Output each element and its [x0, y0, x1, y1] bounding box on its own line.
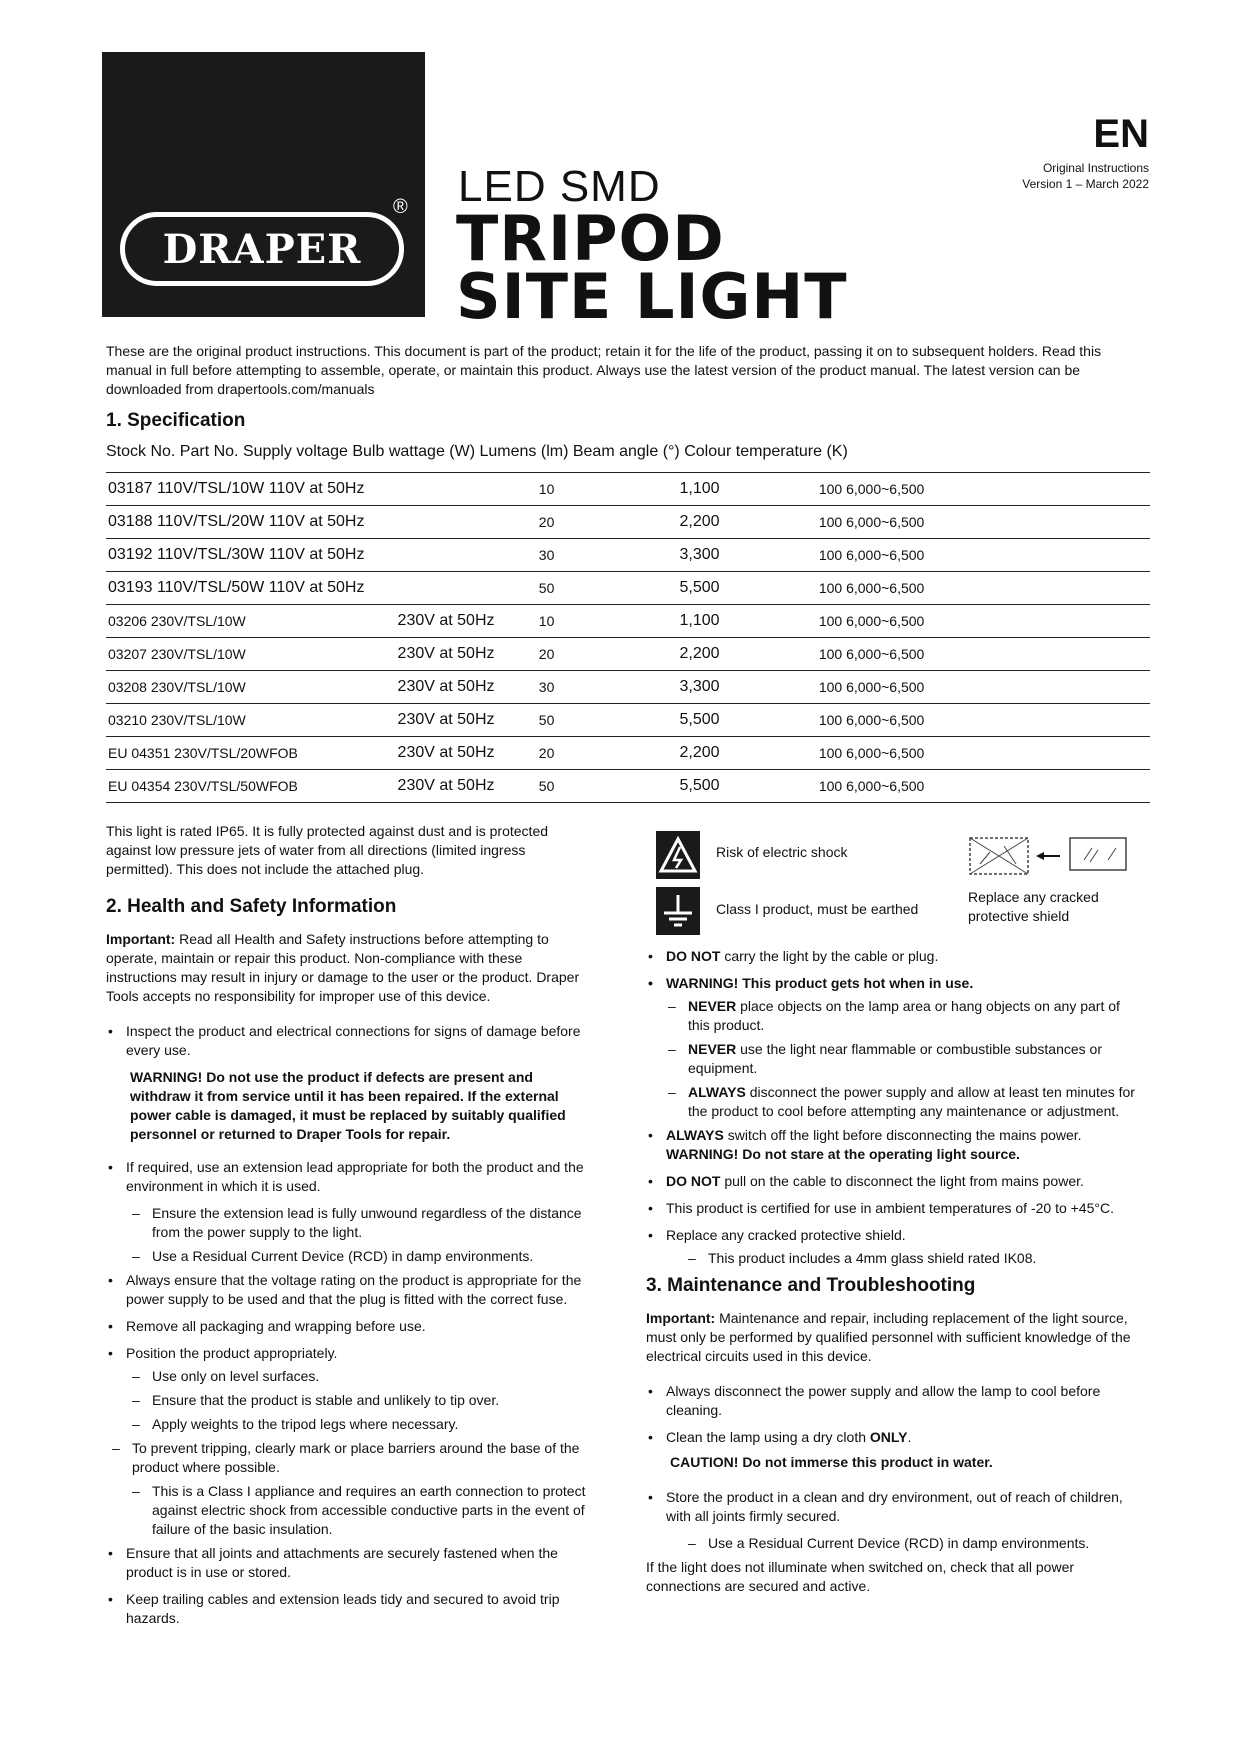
spec-header-row: Stock No. Part No. Supply voltage Bulb wattage (W) Lumens (lm) Beam angle (°) Colour temperature (K) — [106, 443, 848, 460]
spec-cell-volt: 230V at 50Hz — [396, 737, 537, 770]
spec-row — [106, 638, 1150, 671]
spec-cell-beam-colour: 100 6,000~6,500 — [817, 605, 1150, 638]
spec-cell-part: 03187 110V/TSL/10W 110V at 50Hz — [106, 473, 396, 506]
spec-cell-lumens: 5,500 — [677, 572, 816, 605]
cracked-shield-icon — [968, 834, 1130, 883]
spec-row — [106, 704, 1150, 737]
product-title — [456, 202, 848, 333]
sub-item: – Use a Residual Current Device (RCD) in damp environments. — [130, 1247, 586, 1266]
language-code: EN — [1093, 112, 1149, 156]
sub-item: – To prevent tripping, clearly mark or place barriers around the base of the product where possible. — [110, 1439, 586, 1477]
list-item — [106, 1022, 586, 1144]
spec-cell-part: 03207 230V/TSL/10W — [106, 638, 396, 671]
spec-cell-lumens: 2,200 — [677, 638, 816, 671]
sub-item — [666, 997, 1136, 1035]
logo-text: DRAPER — [162, 225, 362, 273]
important-paragraph — [106, 930, 586, 1006]
bold-text: NEVER — [688, 998, 737, 1014]
spec-cell-beam-colour: 100 6,000~6,500 — [817, 539, 1150, 572]
spec-cell-beam-colour: 100 6,000~6,500 — [817, 572, 1150, 605]
spec-heading: 1. Specification — [106, 410, 246, 431]
bold-text: ONLY — [869, 1429, 908, 1445]
spec-cell-volt — [396, 473, 537, 506]
spec-cell-watt: 10 — [537, 473, 678, 506]
spec-cell-beam-colour: 100 6,000~6,500 — [817, 506, 1150, 539]
list-item: • Ensure that all joints and attachments are securely fastened when the product is in use or stored. — [106, 1544, 586, 1582]
sub-text: place objects on the lamp area or hang objects on any part of this product. — [688, 998, 1120, 1033]
ip-rating-text: This light is rated IP65. It is fully protected against dust and is protected against low pressure jets of water from all directions (limited ingress permitted). This does not include the attached plug. — [106, 823, 549, 877]
list-item — [646, 1126, 1136, 1164]
spec-cell-beam-colour: 100 6,000~6,500 — [817, 638, 1150, 671]
meta-version: Version 1 – March 2022 — [1022, 177, 1149, 191]
important-label: Important: — [646, 1310, 716, 1326]
final-note: If the light does not illuminate when switched on, check that all power connections are secured and active. — [646, 1559, 1075, 1594]
list-item — [646, 947, 1136, 966]
sub-item: – This product includes a 4mm glass shield rated IK08. — [686, 1249, 1136, 1268]
product-subtitle: LED SMD — [458, 162, 661, 211]
spec-cell-lumens: 1,100 — [677, 605, 816, 638]
left-column — [106, 822, 586, 1636]
sub-item: – Apply weights to the tripod legs where necessary. — [130, 1415, 586, 1434]
spec-cell-part: 03210 230V/TSL/10W — [106, 704, 396, 737]
spec-cell-part: EU 04351 230V/TSL/20WFOB — [106, 737, 396, 770]
bold-text: NEVER — [688, 1041, 737, 1057]
registered-mark: ® — [393, 196, 408, 218]
spec-cell-lumens: 5,500 — [677, 704, 816, 737]
spec-cell-volt: 230V at 50Hz — [396, 770, 537, 803]
spec-cell-watt: 20 — [537, 737, 678, 770]
spec-cell-volt — [396, 539, 537, 572]
spec-cell-watt: 50 — [537, 770, 678, 803]
warning-text: WARNING! Do not use the product if defects are present and withdraw it from service until it has been repaired. If the external power cable is damaged, it must be replaced by suitably qualified personnel or returned to Draper Tools for repair. — [130, 1069, 566, 1142]
important-text: Maintenance and repair, including replacement of the light source, must only be performed by qualified personnel with sufficient knowledge of the electrical circuits used in this device. — [646, 1310, 1131, 1364]
spec-cell-part: EU 04354 230V/TSL/50WFOB — [106, 770, 396, 803]
list-item: • Always disconnect the power supply and allow the lamp to cool before cleaning. — [646, 1382, 1136, 1420]
list-item: • This product is certified for use in ambient temperatures of -20 to +45°C. — [646, 1199, 1136, 1218]
bold-text: ALWAYS — [688, 1084, 746, 1100]
spec-cell-lumens: 2,200 — [677, 506, 816, 539]
bullet-text: • If required, use an extension lead appropriate for both the product and the environment in which it is used. — [126, 1159, 584, 1194]
spec-row — [106, 572, 1150, 605]
bullet-text: • Inspect the product and electrical connections for signs of damage before every use. — [126, 1023, 581, 1058]
spec-cell-beam-colour: 100 6,000~6,500 — [817, 671, 1150, 704]
spec-cell-lumens: 3,300 — [677, 671, 816, 704]
intro-paragraph: These are the original product instructions. This document is part of the product; retain it for the life of the product, passing it on to subsequent holders. Read this manual in full before attempting to assemble, operate, or maintain this product. Always use the latest version of the product manual. The latest version can be downloaded from drapertools.com/manuals — [106, 343, 1102, 397]
spec-cell-watt: 20 — [537, 638, 678, 671]
document-meta — [1022, 160, 1149, 192]
maintenance-heading: 3. Maintenance and Troubleshooting — [646, 1275, 976, 1296]
bullet-text: carry the light by the cable or plug. — [720, 948, 939, 964]
spec-cell-part: 03188 110V/TSL/20W 110V at 50Hz — [106, 506, 396, 539]
spec-cell-beam-colour: 100 6,000~6,500 — [817, 704, 1150, 737]
bullet-text: switch off the light before disconnecting the mains power. — [723, 1127, 1082, 1143]
warning-text: WARNING! Do not stare at the operating light source. — [666, 1146, 1020, 1162]
spec-row — [106, 770, 1150, 803]
bold-text: ALWAYS — [666, 1127, 724, 1143]
spec-cell-part: 03192 110V/TSL/30W 110V at 50Hz — [106, 539, 396, 572]
spec-cell-volt: 230V at 50Hz — [396, 605, 537, 638]
bullet-text-end: . — [907, 1429, 912, 1445]
list-item: • Replace any cracked protective shield. — [646, 1226, 1136, 1245]
spec-cell-watt: 50 — [537, 572, 678, 605]
title-line-1: TRIPOD — [456, 202, 725, 275]
spec-cell-part: 03193 110V/TSL/50W 110V at 50Hz — [106, 572, 396, 605]
bullet-text: pull on the cable to disconnect the light from mains power. — [720, 1173, 1084, 1189]
important-text: Read all Health and Safety instructions before attempting to operate, maintain or repair this product. Non-compliance with these instructions may result in injury or damage to the user or the product. Draper Tools accepts no responsibility for improper use of this device. — [106, 931, 580, 1004]
spec-cell-watt: 30 — [537, 671, 678, 704]
earth-ground-icon — [656, 887, 700, 935]
right-column — [646, 947, 1136, 1596]
list-item — [646, 1428, 1136, 1472]
bold-text: DO NOT — [666, 948, 721, 964]
meta-original: Original Instructions — [1042, 161, 1149, 175]
list-item: • Store the product in a clean and dry environment, out of reach of children, with all joints firmly secured. — [646, 1488, 1136, 1526]
list-item: • Always ensure that the voltage rating on the product is appropriate for the power supply to be used and that the plug is fitted with the correct fuse. — [106, 1271, 586, 1309]
spec-row — [106, 539, 1150, 572]
spec-cell-beam-colour: 100 6,000~6,500 — [817, 737, 1150, 770]
spec-cell-volt: 230V at 50Hz — [396, 671, 537, 704]
spec-cell-lumens: 1,100 — [677, 473, 816, 506]
spec-cell-lumens: 2,200 — [677, 737, 816, 770]
health-safety-heading: 2. Health and Safety Information — [106, 896, 397, 917]
list-item: • Keep trailing cables and extension leads tidy and secured to avoid trip hazards. — [106, 1590, 586, 1628]
spec-row — [106, 671, 1150, 704]
cracked-shield-label: Replace any cracked protective shield — [968, 889, 1099, 924]
spec-cell-lumens: 3,300 — [677, 539, 816, 572]
electric-shock-icon — [656, 831, 700, 879]
caution-text: CAUTION! Do not immerse this product in water. — [670, 1454, 993, 1470]
bold-text: DO NOT — [666, 1173, 721, 1189]
list-item — [106, 1158, 586, 1196]
spec-cell-part: 03208 230V/TSL/10W — [106, 671, 396, 704]
spec-cell-volt: 230V at 50Hz — [396, 638, 537, 671]
sub-item: – Use a Residual Current Device (RCD) in damp environments. — [686, 1534, 1136, 1553]
maintenance-important — [646, 1309, 1136, 1366]
sub-text: disconnect the power supply and allow at least ten minutes for the product to cool before attempting any maintenance or adjustment. — [688, 1084, 1135, 1119]
spec-cell-watt: 30 — [537, 539, 678, 572]
spec-cell-volt: 230V at 50Hz — [396, 704, 537, 737]
spec-row — [106, 506, 1150, 539]
earth-ground-label: Class I product, must be earthed — [716, 901, 919, 917]
spec-cell-watt: 10 — [537, 605, 678, 638]
spec-cell-lumens: 5,500 — [677, 770, 816, 803]
spec-cell-volt — [396, 506, 537, 539]
draper-logo — [120, 212, 404, 286]
spec-row — [106, 473, 1150, 506]
electric-shock-label: Risk of electric shock — [716, 844, 848, 860]
spec-cell-volt — [396, 572, 537, 605]
spec-cell-beam-colour: 100 6,000~6,500 — [817, 473, 1150, 506]
sub-item: – Ensure the extension lead is fully unwound regardless of the distance from the power supply to the light. — [130, 1204, 586, 1242]
important-label: Important: — [106, 931, 176, 947]
sub-item — [666, 1040, 1136, 1078]
sub-text: use the light near flammable or combustible substances or equipment. — [688, 1041, 1102, 1076]
spec-cell-watt: 50 — [537, 704, 678, 737]
spec-row — [106, 605, 1150, 638]
sub-item: – This is a Class I appliance and requires an earth connection to protect against electric shock from accessible conductive parts in the event of failure of the basic insulation. — [130, 1482, 586, 1539]
spec-row — [106, 737, 1150, 770]
list-item: • Position the product appropriately. — [106, 1344, 586, 1363]
list-item: • WARNING! This product gets hot when in use. — [646, 974, 1136, 993]
sub-item: – Ensure that the product is stable and unlikely to tip over. — [130, 1391, 586, 1410]
sub-item: – Use only on level surfaces. — [130, 1367, 586, 1386]
spec-table — [106, 472, 1150, 803]
bullet-text: Clean the lamp using a dry cloth — [666, 1429, 870, 1445]
spec-cell-part: 03206 230V/TSL/10W — [106, 605, 396, 638]
list-item: • Remove all packaging and wrapping before use. — [106, 1317, 586, 1336]
list-item — [646, 1172, 1136, 1191]
title-line-2: SITE LIGHT — [456, 260, 848, 333]
sub-item — [666, 1083, 1136, 1121]
spec-cell-watt: 20 — [537, 506, 678, 539]
spec-cell-beam-colour: 100 6,000~6,500 — [817, 770, 1150, 803]
